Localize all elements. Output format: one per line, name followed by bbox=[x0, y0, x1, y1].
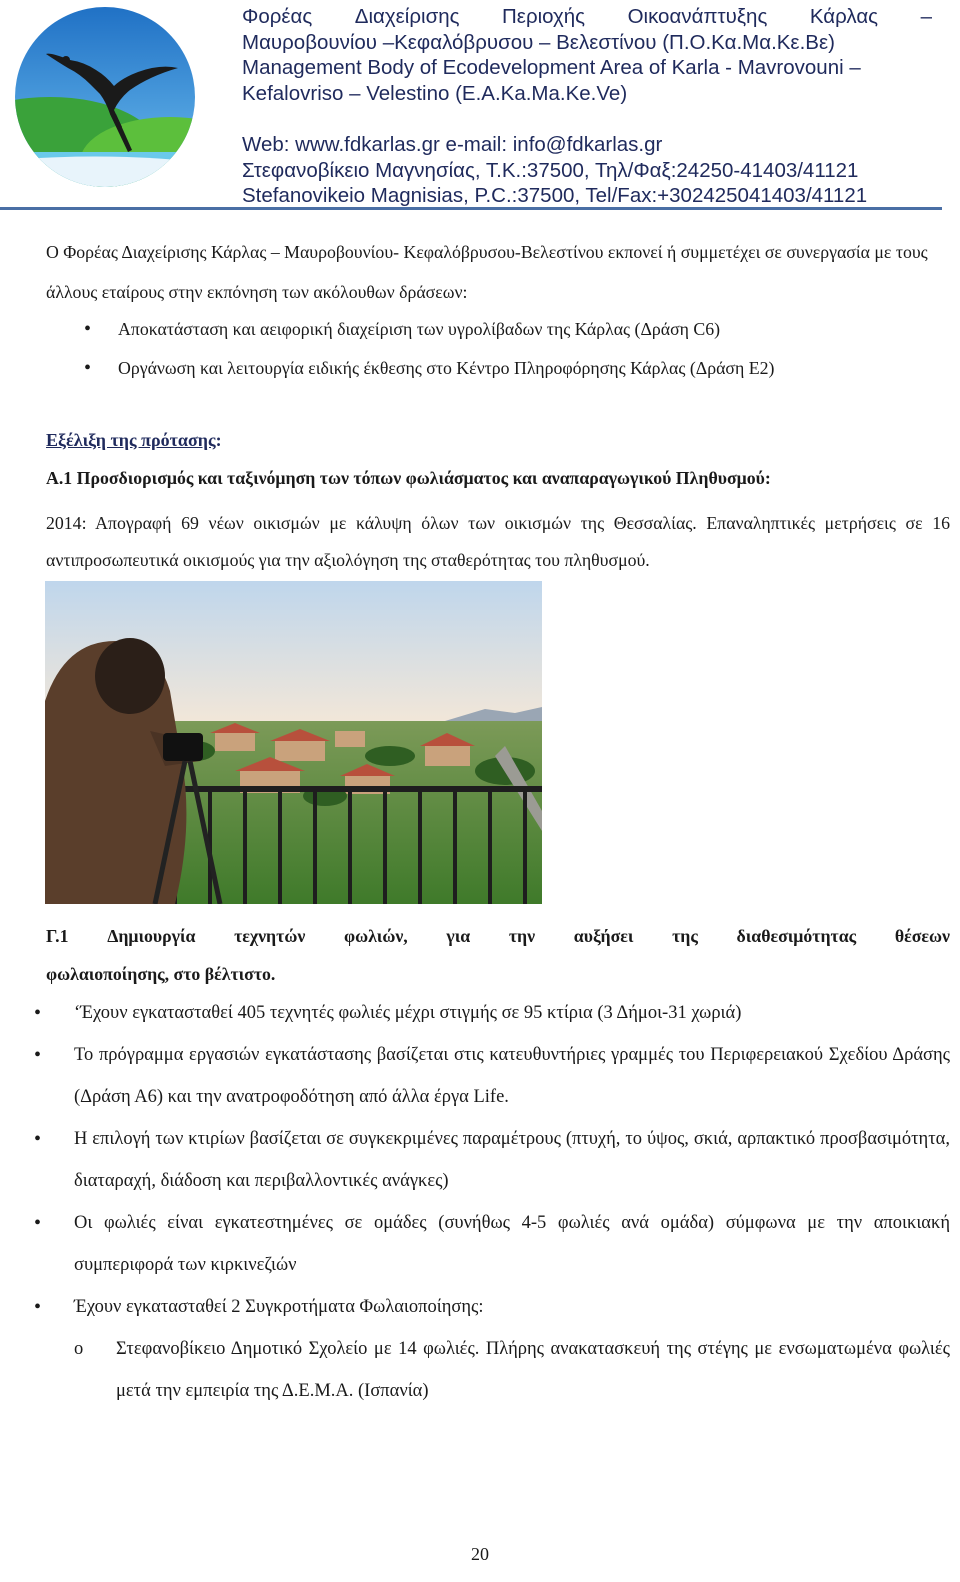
evolution-heading bbox=[46, 430, 950, 451]
actions-list bbox=[84, 310, 950, 388]
header-line-4: Kefalovriso – Velestino (E.A.Ka.Ma.Ke.Ve) bbox=[242, 81, 628, 105]
list-item: • Η επιλογή των κτιρίων βασίζεται σε συγκεκριμένες παραμέτρους (πτυχή, το ύψος, σκιά, αρπακτικό προσβασιμότητα, διαταραχή, διάδοση και περιβαλλοντικές ανάγκες) bbox=[32, 1118, 950, 1202]
evolution-heading-text: Εξέλιξη της πρότασης bbox=[46, 430, 216, 450]
header-line-2: Μαυροβουνίου –Κεφαλόβρυσου – Βελεστίνου (Π.Ο.Κα.Μα.Κε.Βε) bbox=[242, 30, 835, 54]
list-item: • ‘Έχουν εγκατασταθεί 405 τεχνητές φωλιές μέχρι στιγμής σε 95 κτίρια (3 Δήμοι-31 χωριά) bbox=[32, 992, 950, 1034]
photographer-photo bbox=[45, 581, 542, 904]
g1-bullets bbox=[32, 992, 950, 1412]
header-divider bbox=[0, 207, 942, 210]
g1-word: Γ.1 bbox=[46, 926, 69, 946]
g1-word: φωλιών, bbox=[343, 926, 408, 946]
header-line-3: Management Body of Ecodevelopment Area of Karla - Mavrovouni – bbox=[242, 56, 861, 79]
letterhead bbox=[0, 0, 960, 212]
header-web-email: Web: www.fdkarlas.gr e-mail: info@fdkarlas.gr bbox=[242, 133, 663, 156]
header-word: Περιοχής bbox=[502, 5, 586, 28]
list-item: • Αποκατάσταση και αειφορική διαχείριση των υγρολίβαδων της Κάρλας (Δράση C6) bbox=[84, 310, 950, 349]
page-number: 20 bbox=[471, 1544, 489, 1564]
header-address-gr: Στεφανοβίκειο Μαγνησίας, Τ.Κ.:37500, Τηλ/Φαξ:24250-41403/41121 bbox=[242, 158, 859, 182]
sub-list bbox=[74, 1328, 950, 1412]
heron-logo bbox=[10, 2, 200, 192]
sub-list-item: o Στεφανοβίκειο Δημοτικό Σχολείο με 14 φωλιές. Πλήρης ανακατασκευή της στέγης με ενσωματωμένα φωλιές μετά την εμπειρία της Δ.Ε.Μ.Α. (Ισπανία) bbox=[74, 1328, 950, 1412]
header-line-1 bbox=[242, 4, 932, 30]
list-item: • Οι φωλιές είναι εγκατεστημένες σε ομάδες (συνήθως 4-5 φωλιές ανά ομάδα) σύμφωνα με την αποικιακή συμπεριφορά των κιρκινεζιών bbox=[32, 1202, 950, 1286]
g1-word: τεχνητών bbox=[234, 926, 306, 946]
list-item-text: Έχουν εγκατασταθεί 2 Συγκροτήματα Φωλαιοποίησης: bbox=[74, 1297, 484, 1317]
header-word: Κάρλας bbox=[809, 5, 879, 28]
g1-word: για bbox=[446, 926, 471, 946]
section-g1-title bbox=[46, 917, 950, 993]
header-address-en: Stefanovikeio Magnisias, P.C.:37500, Tel/Fax:+302425041403/41121 bbox=[242, 184, 868, 207]
g1-word: την bbox=[508, 926, 536, 946]
g1-word: θέσεων bbox=[894, 926, 950, 946]
g1-word: της bbox=[672, 926, 698, 946]
list-item: • Το πρόγραμμα εργασιών εγκατάστασης βασίζεται στις κατευθυντήριες γραμμές του Περιφερειακού Σχεδίου Δράσης (Δράση Α6) και την ανατροφοδότηση από άλλα έργα Life. bbox=[32, 1034, 950, 1118]
section-a1-text: 2014: Απογραφή 69 νέων οικισμών με κάλυψη όλων των οικισμών της Θεσσαλίας. Επαναληπτικές μετρήσεις σε 16 αντιπροσωπευτικά οικισμούς για την αξιολόγηση της σταθερότητας του πληθυσμού. bbox=[46, 513, 950, 570]
evolution-heading-colon: : bbox=[215, 430, 222, 450]
header-word: – bbox=[920, 5, 932, 28]
g1-word: αυξήσει bbox=[573, 926, 634, 946]
section-a1-title: Α.1 Προσδιορισμός και ταξινόμηση των τόπων φωλιάσματος και αναπαραγωγικού Πληθυσμού: bbox=[46, 468, 771, 488]
intro-paragraph: Ο Φορέας Διαχείρισης Κάρλας – Μαυροβουνίου- Κεφαλόβρυσου-Βελεστίνου εκπονεί ή συμμετέχει σε συνεργασία με τους άλλους εταίρους στην εκπόνηση των ακόλουθων δράσεων: bbox=[46, 242, 928, 302]
header-word: Οικοανάπτυξης bbox=[627, 5, 768, 28]
list-item bbox=[32, 1286, 950, 1412]
g1-word: διαθεσιμότητας bbox=[736, 926, 857, 946]
g1-title-line-2: φωλαιοποίησης, στο βέλτιστο. bbox=[46, 964, 276, 984]
header-word: Φορέας bbox=[242, 5, 313, 28]
header-word: Διαχείρισης bbox=[354, 5, 460, 28]
g1-word: Δημιουργία bbox=[107, 926, 196, 946]
list-item: • Οργάνωση και λειτουργία ειδικής έκθεσης στο Κέντρο Πληροφόρησης Κάρλας (Δράση E2) bbox=[84, 349, 950, 388]
